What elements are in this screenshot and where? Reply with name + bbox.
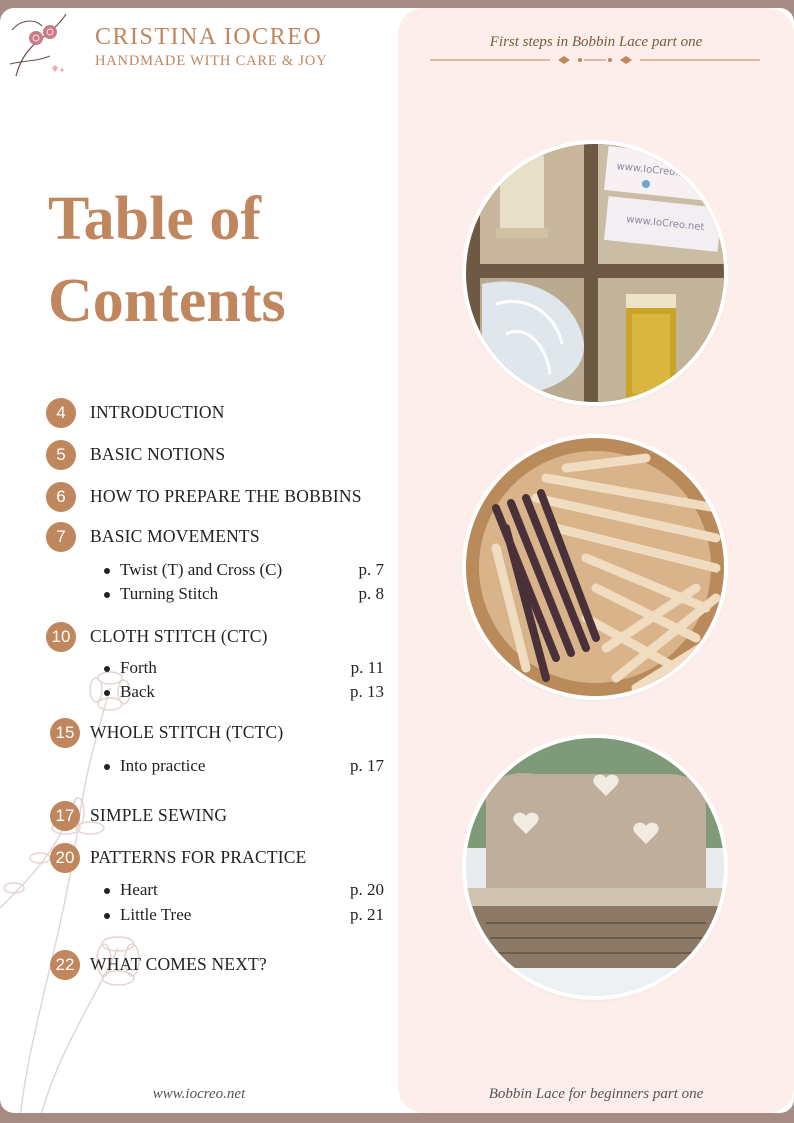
toc-page-number-badge: 7 [46,522,76,552]
toc-entry[interactable] [0,801,398,833]
toc-subentry-page: p. 13 [350,682,384,701]
toc-subentry[interactable] [102,584,384,606]
photo-lace-box [466,144,724,402]
bullet-icon [104,666,110,672]
toc-subentry-label: Into practice [120,756,206,775]
toc-page-number-badge: 6 [46,482,76,512]
toc-entry[interactable] [0,440,398,472]
toc-subentry-label: Little Tree [120,905,192,924]
toc-entry-label: SIMPLE SEWING [90,805,228,825]
toc-page-number-badge: 22 [50,950,80,980]
footer-series: Bobbin Lace for beginners part one [488,1086,704,1102]
toc-entry[interactable] [0,843,398,875]
toc-subentry[interactable] [102,880,384,902]
toc-subentry-page: p. 8 [358,584,384,603]
toc-subentry-page: p. 20 [350,880,384,899]
page [0,8,794,1113]
toc-entry[interactable] [0,482,398,514]
photo-bobbins-basket-image [466,438,724,696]
toc-subentry-page: p. 17 [350,756,384,775]
toc-subentry[interactable] [102,905,384,927]
toc-entry-label: INTRODUCTION [90,402,225,422]
divider-ornament-icon [430,52,760,68]
toc-subentry-label: Turning Stitch [120,584,219,603]
toc-subentry-label: Heart [120,880,158,899]
bullet-icon [104,690,110,696]
toc-entry-label: CLOTH STITCH (CTC) [90,626,268,646]
toc-subentry-page: p. 11 [350,658,384,677]
toc-subentry-label: Forth [120,658,157,677]
ribbon-text-1: www.IoCreo.net [615,161,696,181]
photo-lace-box-image [466,144,724,402]
toc-entry-label: WHAT COMES NEXT? [90,954,267,974]
logo-icon [6,10,70,82]
ribbon-text-2: www.IoCreo.net [625,214,705,234]
toc-entry-label: PATTERNS FOR PRACTICE [90,847,307,867]
footer-website[interactable]: www.iocreo.net [152,1086,246,1102]
brand-tagline: HANDMADE WITH CARE & JOY [95,53,328,69]
toc-subentry[interactable] [102,682,384,704]
toc-page-number-badge: 4 [46,398,76,428]
document-subtitle: First steps in Bobbin Lace part one [489,34,703,50]
toc-entry[interactable] [0,398,398,430]
toc-entry-label: BASIC MOVEMENTS [90,526,260,546]
toc-entry-label: HOW TO PREPARE THE BOBBINS [90,486,362,506]
bullet-icon [104,888,110,894]
photo-lace-pillow [466,738,724,996]
toc-page-number-badge: 17 [50,801,80,831]
toc-entry-label: WHOLE STITCH (TCTC) [90,722,284,742]
toc-page-number-badge: 5 [46,440,76,470]
toc-subentry[interactable] [102,756,384,778]
toc-subentry[interactable] [102,560,384,582]
bullet-icon [104,764,110,770]
toc-page-number-badge: 10 [46,622,76,652]
toc-entry[interactable] [0,950,398,982]
photo-bobbins-basket [466,438,724,696]
photo-lace-pillow-image [466,738,724,996]
bullet-icon [104,592,110,598]
toc-entry[interactable] [0,718,398,750]
toc-subentry[interactable] [102,658,384,680]
toc-subentry-page: p. 7 [358,560,384,579]
toc-title-line-2: Contents [48,267,286,335]
toc-subentry-page: p. 21 [350,905,384,924]
toc-entry[interactable] [0,622,398,654]
toc-page-number-badge: 15 [50,718,80,748]
toc-entry[interactable] [0,522,398,554]
brand-name: CRISTINA IOCREO [95,24,323,50]
bullet-icon [104,913,110,919]
toc-entry-label: BASIC NOTIONS [90,444,226,464]
toc-title [48,178,286,342]
toc-page-number-badge: 20 [50,843,80,873]
bullet-icon [104,568,110,574]
toc-subentry-label: Back [120,682,155,701]
toc-subentry-label: Twist (T) and Cross (C) [120,560,283,579]
toc-title-line-1: Table of [48,185,262,253]
